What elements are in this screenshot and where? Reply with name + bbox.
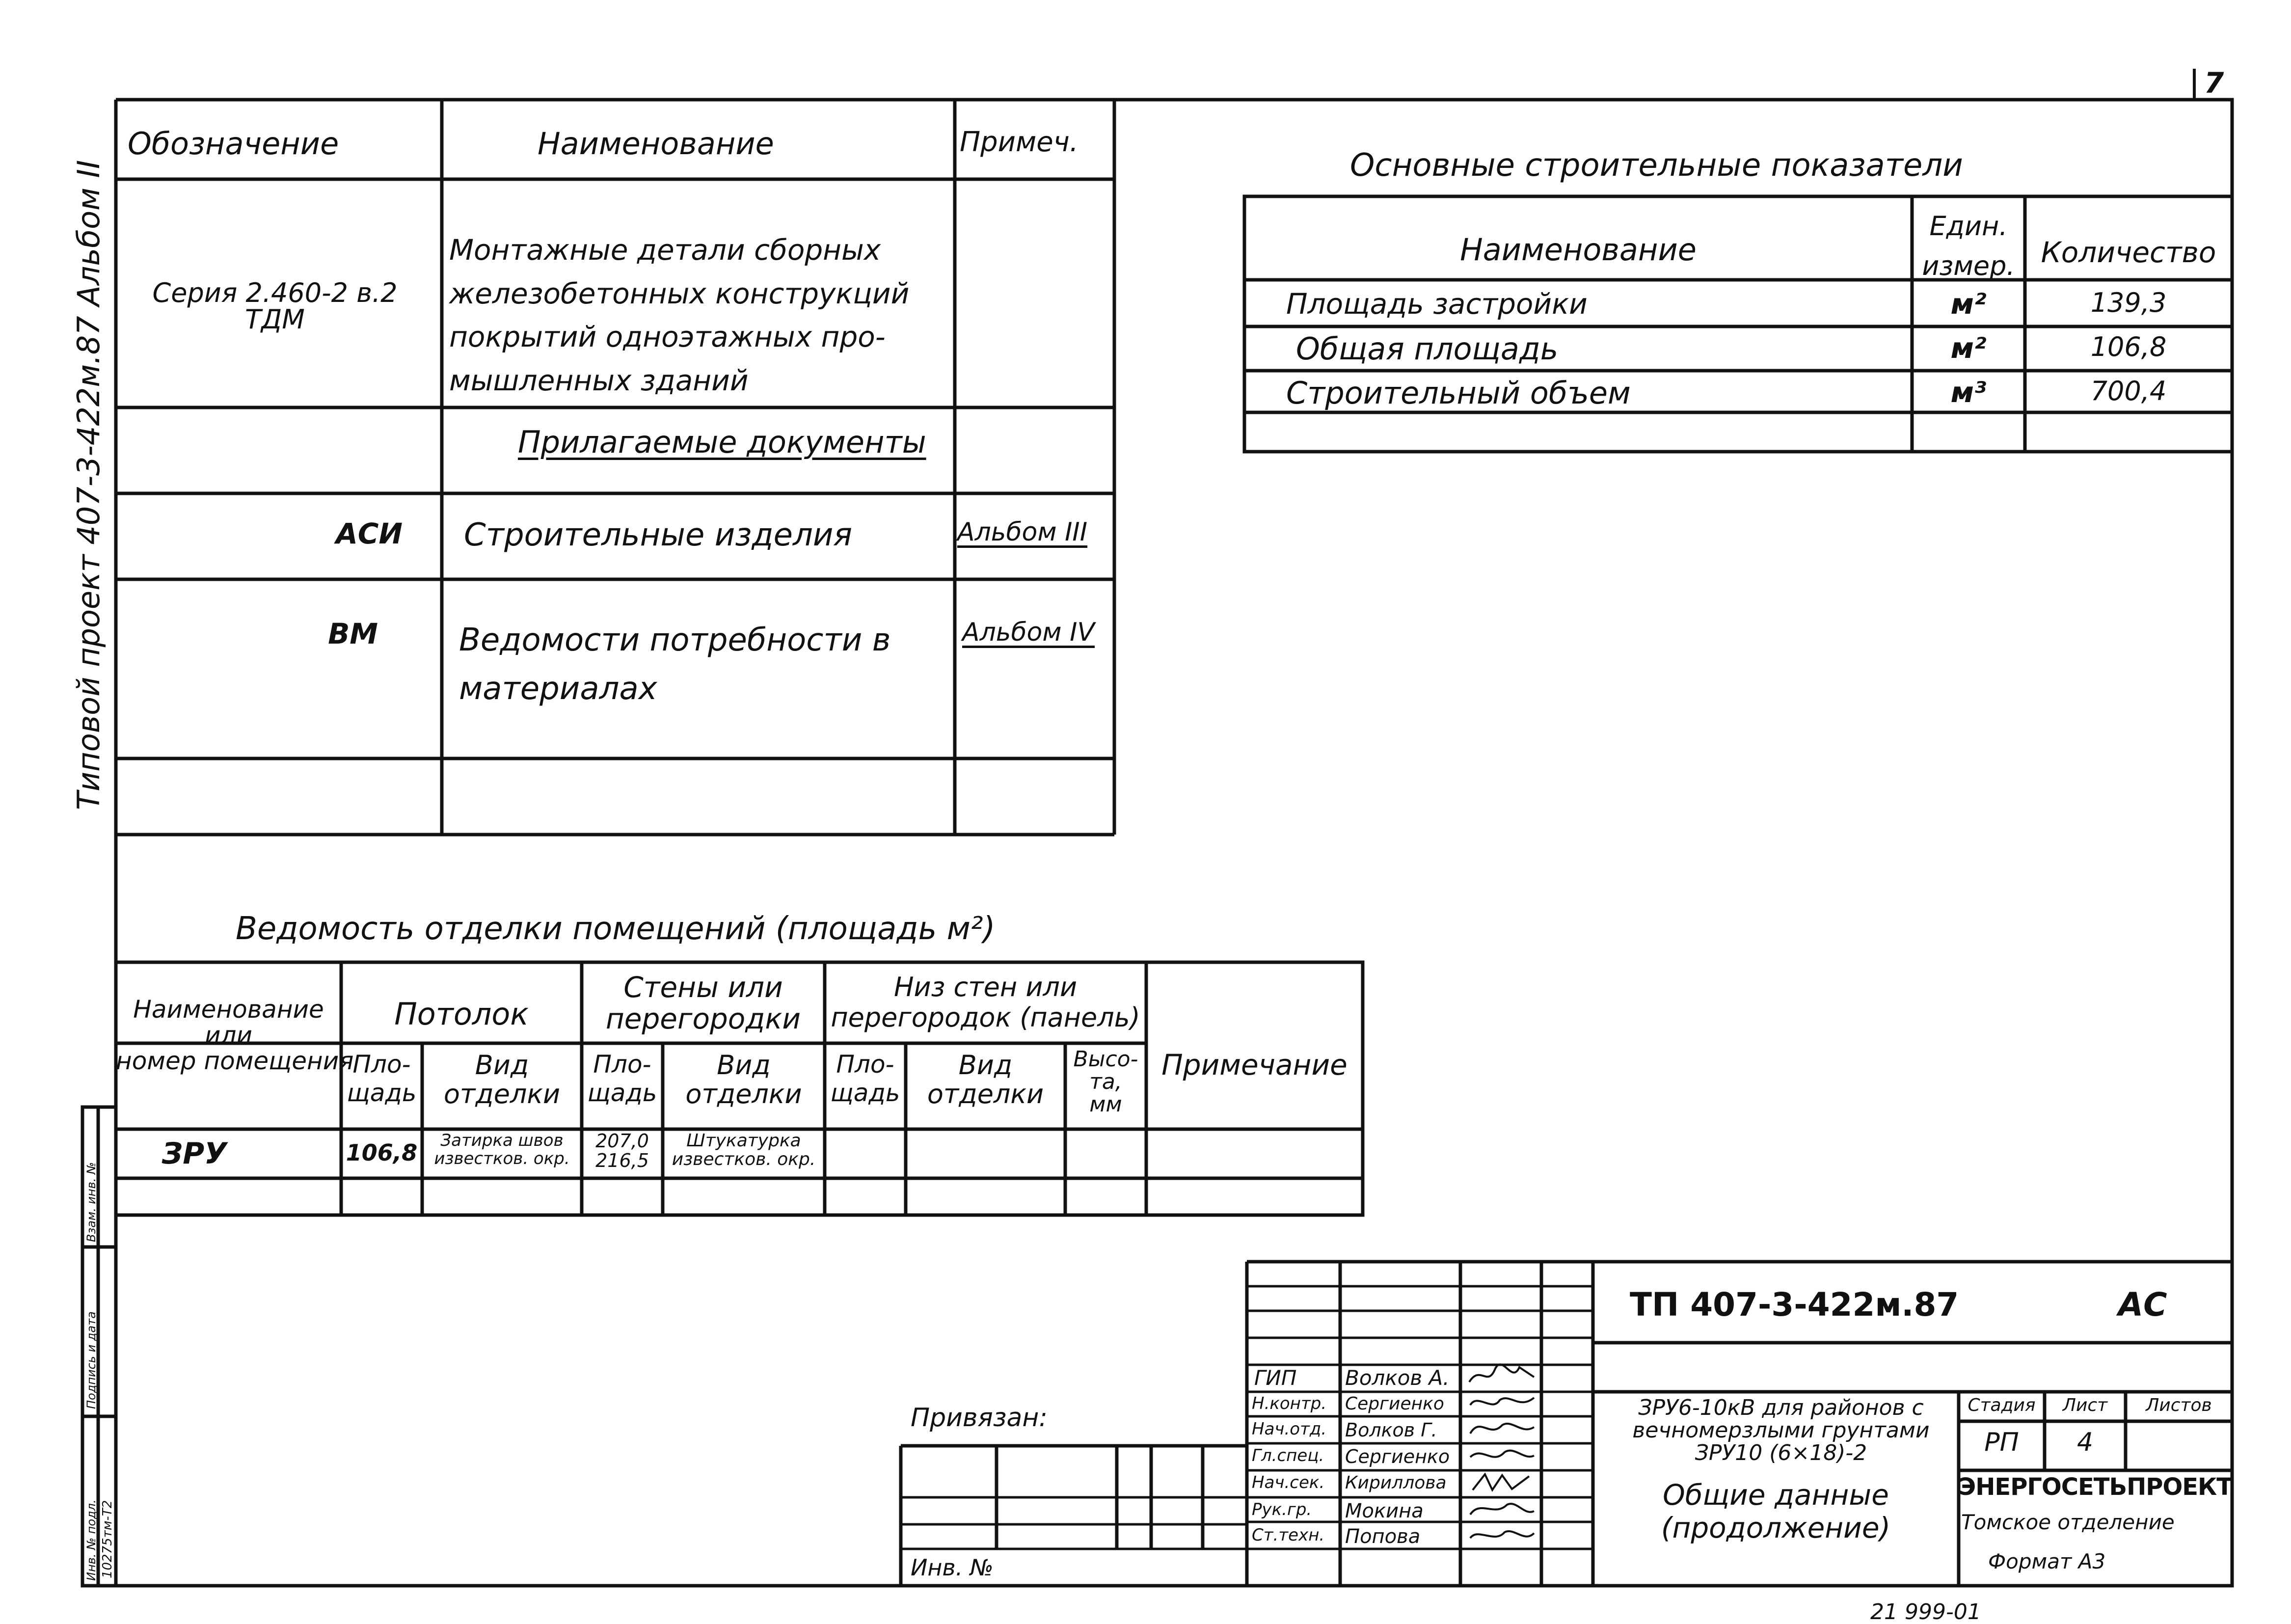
title-block-sheet-title: Общие данные (продолжение) xyxy=(1661,1478,1891,1544)
sheet-value: 4 xyxy=(2076,1428,2094,1457)
staff-role: Рук.гр. xyxy=(1252,1500,1312,1519)
stamp-label-inv-original: Инв. № подл. xyxy=(84,1499,98,1581)
indicators-row-name: Строительный объем xyxy=(1286,375,1631,411)
indicators-row-qty: 106,8 xyxy=(2090,331,2167,362)
staff-role: ГИП xyxy=(1254,1366,1297,1390)
finish-row-walls-finish: Штукатурка известков. окр. xyxy=(672,1131,816,1169)
sheets-label: Листов xyxy=(2146,1395,2212,1415)
inv-label: Инв. № xyxy=(911,1554,994,1581)
finish-row-walls-area: 207,0 216,5 xyxy=(595,1130,649,1171)
indicators-row-unit: м³ xyxy=(1950,376,1987,409)
staff-name: Сергиенко xyxy=(1345,1446,1450,1467)
staff-name: Попова xyxy=(1345,1525,1421,1548)
docs-header-name: Наименование xyxy=(538,126,774,162)
title-block-mark: АС xyxy=(2118,1286,2167,1324)
staff-name: Мокина xyxy=(1345,1500,1424,1522)
docs-row3-note: Альбом III xyxy=(957,517,1088,547)
signature-2 xyxy=(1465,1390,1539,1415)
stamp-inv-number: 10275тм-Т2 xyxy=(100,1500,115,1578)
finish-subheader-walls-area: Пло- щадь xyxy=(587,1050,657,1107)
finish-header-note: Примечание xyxy=(1161,1048,1348,1082)
signature-1 xyxy=(1465,1362,1539,1389)
staff-name: Волков Г. xyxy=(1345,1419,1437,1441)
signature-5 xyxy=(1465,1470,1539,1495)
indicators-header-name: Наименование xyxy=(1460,232,1697,268)
staff-role: Н.контр. xyxy=(1252,1394,1327,1413)
docs-row3-name: Строительные изделия xyxy=(464,517,852,553)
format-label: Формат А3 xyxy=(1988,1549,2106,1573)
indicators-row-name: Общая площадь xyxy=(1296,331,1559,367)
signature-6 xyxy=(1465,1497,1539,1522)
indicators-row-name: Площадь застройки xyxy=(1286,287,1588,321)
stage-label: Стадия xyxy=(1968,1395,2036,1415)
finish-subheader-ceiling-finish: Вид отделки xyxy=(443,1050,561,1110)
finish-row-room: ЗРУ xyxy=(162,1137,227,1171)
finish-header-room: Наименование или номер помещения xyxy=(116,995,354,1075)
docs-row4-designation: ВМ xyxy=(328,617,378,650)
staff-role: Ст.техн. xyxy=(1252,1525,1325,1545)
project-side-label: Типовой проект 407-3-422м.87 Альбом II xyxy=(71,160,107,810)
title-block-code: ТП 407-3-422м.87 xyxy=(1630,1286,1959,1324)
finish-subheader-ceiling-area: Пло- щадь xyxy=(347,1050,417,1107)
staff-name: Волков А. xyxy=(1345,1366,1450,1390)
docs-row1-designation: Серия 2.460-2 в.2 ТДМ xyxy=(152,277,398,335)
finish-subheader-lower-area: Пло- щадь xyxy=(830,1050,900,1107)
finish-subheader-walls-finish: Вид отделки xyxy=(685,1050,802,1110)
finish-row-ceiling-area: 106,8 xyxy=(346,1139,418,1166)
staff-name: Сергиенко xyxy=(1345,1394,1444,1414)
signature-4 xyxy=(1465,1443,1539,1468)
indicators-row-unit: м² xyxy=(1950,287,1987,321)
stamp-label-signature-date: Подпись и дата xyxy=(84,1311,98,1409)
docs-row2-name: Прилагаемые документы xyxy=(518,424,926,460)
stage-value: РП xyxy=(1984,1428,2019,1457)
docs-header-note: Примеч. xyxy=(960,126,1078,158)
finish-subheader-lower-height: Высо- та, мм xyxy=(1073,1047,1138,1117)
finish-header-ceiling: Потолок xyxy=(394,996,529,1032)
bottom-code: 21 999-01 xyxy=(1870,1599,1981,1624)
stamp-label-replace-inv: Взам. инв. № xyxy=(84,1162,98,1242)
attached-label: Привязан: xyxy=(911,1403,1048,1433)
title-block-object: ЗРУ6-10кВ для районов с вечномерзлыми грунтами ЗРУ10 (6×18)-2 xyxy=(1632,1395,1930,1466)
indicators-row-unit: м² xyxy=(1950,331,1987,365)
staff-role: Гл.спец. xyxy=(1252,1446,1324,1465)
staff-name: Кириллова xyxy=(1345,1473,1447,1493)
organization-name: ЭНЕРГОСЕТЬПРОЕКТ xyxy=(1959,1473,2233,1501)
signature-7 xyxy=(1465,1523,1539,1548)
docs-row1-name: Монтажные детали сборных железобетонных конструкций покрытий одноэтажных про- мышленных зданий xyxy=(449,233,910,398)
finish-subheader-lower-finish: Вид отделки xyxy=(927,1050,1044,1110)
indicators-row-qty: 139,3 xyxy=(2090,287,2167,318)
indicators-title: Основные строительные показатели xyxy=(1350,147,1963,184)
signature-3 xyxy=(1465,1416,1539,1441)
finish-header-lower: Низ стен или перегородок (панель) xyxy=(831,972,1140,1033)
sheet-label: Лист xyxy=(2062,1395,2108,1415)
finish-row-ceiling-finish: Затирка швов известков. окр. xyxy=(434,1131,570,1169)
sheet-number: 7 xyxy=(2204,66,2224,100)
docs-header-designation: Обозначение xyxy=(128,126,339,162)
finish-header-walls: Стены или перегородки xyxy=(605,971,801,1035)
staff-role: Нач.сек. xyxy=(1252,1473,1325,1492)
indicators-header-qty: Количество xyxy=(2041,236,2216,269)
docs-row4-note: Альбом IV xyxy=(962,618,1095,647)
indicators-row-qty: 700,4 xyxy=(2090,376,2167,406)
docs-row4-name: Ведомости потребности в материалах xyxy=(459,622,891,707)
docs-row3-designation: АСИ xyxy=(336,517,403,550)
staff-role: Нач.отд. xyxy=(1252,1419,1327,1439)
finish-title: Ведомость отделки помещений (площадь м²) xyxy=(236,911,996,947)
indicators-header-unit: Един. измер. xyxy=(1922,211,2015,281)
organization-dept: Томское отделение xyxy=(1961,1510,2175,1534)
